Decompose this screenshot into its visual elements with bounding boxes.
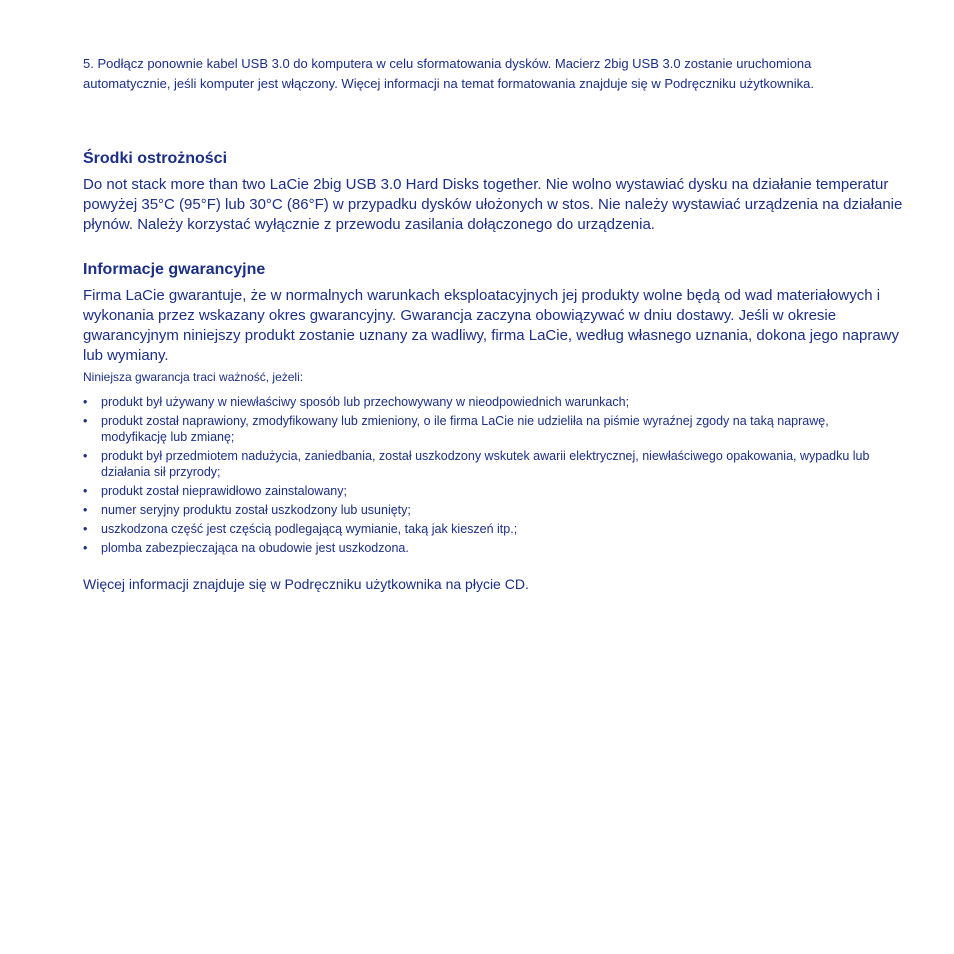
warranty-heading: Informacje gwarancyjne [83, 261, 266, 278]
condition-text: produkt został naprawiony, zmodyfikowany lub zmieniony, o ile firma LaCie nie udzieliła na piśmie wyraźnej zgody na taką naprawę, modyfikację lub zmianę; [101, 414, 829, 444]
bullet-icon: • [83, 484, 88, 498]
list-item [83, 483, 898, 499]
list-item [83, 502, 898, 518]
condition-text: uszkodzona część jest częścią podlegającą wymianie, taką jak kieszeń itp.; [101, 522, 518, 536]
install-step-5: 5. Podłącz ponownie kabel USB 3.0 do komputera w celu sformatowania dysków. Macierz 2big USB 3.0 zostanie uruchomiona automatycznie, jeśli komputer jest włączony. Więcej informacji na temat formatowania znajduje się w Podręczniku użytkownika. [83, 56, 814, 91]
precautions-text: Do not stack more than two LaCie 2big USB 3.0 Hard Disks together. Nie wolno wystawiać dysku na działanie temperatur powyżej 35°C (95°F) lub 30°C (86°F) w przypadku dysków ułożonych w stos. Nie należy wystawiać urządzenia na działanie płynów. Należy korzystać wyłącznie z przewodu zasilania dołączonego do urządzenia. [83, 176, 903, 233]
condition-text: produkt był używany w niewłaściwy sposób lub przechowywany w nieodpowiednich warunkach; [101, 395, 630, 409]
precautions-heading: Środki ostrożności [83, 150, 228, 167]
condition-text: produkt był przedmiotem nadużycia, zaniedbania, został uszkodzony wskutek awarii elektrycznej, niewłaściwego opakowania, wypadku lub działania sił przyrody; [101, 449, 870, 479]
list-item [83, 448, 898, 480]
condition-text: plomba zabezpieczająca na obudowie jest uszkodzona. [101, 541, 409, 555]
condition-text: produkt został nieprawidłowo zainstalowany; [101, 484, 347, 498]
bullet-icon: • [83, 522, 88, 536]
list-item [83, 540, 898, 556]
bullet-icon: • [83, 541, 88, 555]
list-item [83, 394, 898, 410]
warranty-text: Firma LaCie gwarantuje, że w normalnych warunkach eksploatacyjnych jej produkty wolne będą od wad materiałowych i wykonania przez wskazany okres gwarancyjny. Gwarancja zaczyna obowiązywać w dniu dostawy. Jeśli w okresie gwarancyjnym niniejszy produkt zostanie uznany za wadliwy, firma LaCie, według własnego uznania, dokona jego naprawy lub wymiany. [83, 287, 899, 364]
list-item [83, 521, 898, 537]
bullet-icon: • [83, 503, 88, 517]
bullet-icon: • [83, 449, 88, 463]
bullet-icon: • [83, 414, 88, 428]
condition-text: numer seryjny produktu został uszkodzony lub usunięty; [101, 503, 411, 517]
warranty-conditions-list [83, 394, 898, 559]
list-item [83, 413, 898, 445]
more-info-text: Więcej informacji znajduje się w Podręczniku użytkownika na płycie CD. [83, 576, 529, 592]
bullet-icon: • [83, 395, 88, 409]
warranty-void-intro: Niniejsza gwarancja traci ważność, jeżeli: [83, 370, 304, 384]
